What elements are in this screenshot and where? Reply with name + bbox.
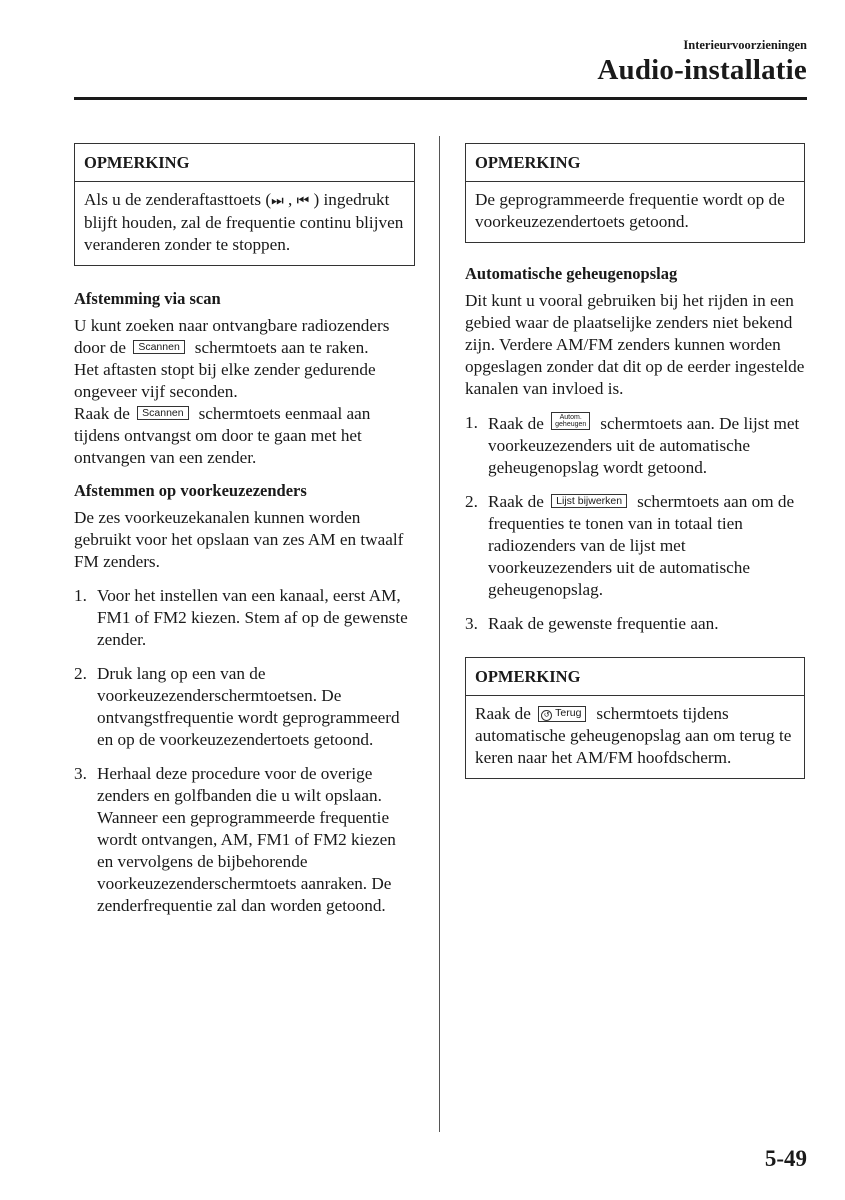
note-body: De geprogrammeerde frequentie wordt op de voorkeuzezendertoets getoond. xyxy=(475,190,785,231)
auto-memory-steps xyxy=(465,412,805,635)
autom-geheugen-key-icon xyxy=(551,412,590,430)
preset-steps xyxy=(74,585,415,917)
preset-intro: De zes voorkeuzekanalen kunnen worden gebruikt voor het opslaan van zes AM en twaalf FM zenders. xyxy=(74,508,404,571)
header-rule xyxy=(74,97,807,100)
note-box-preset xyxy=(465,143,805,243)
note-text: ingedrukt blijft houden, zal de frequentie continu blijven veranderen zonder te stoppen. xyxy=(84,190,404,254)
back-arrow-icon: ↺ xyxy=(541,710,552,721)
scan-text: U kunt zoeken naar ontvangbare radiozenders door de xyxy=(74,316,390,357)
list-item xyxy=(74,585,415,651)
list-item xyxy=(465,491,805,601)
note-box-back xyxy=(465,657,805,779)
auto-memory-heading: Automatische geheugenopslag xyxy=(465,264,678,283)
note-box-seek xyxy=(74,143,415,266)
step-text: Druk lang op een van de voorkeuzezenderschermtoetsen. De ontvangstfrequentie wordt geprogrammeerd en op de voorkeuzezendertoets getoond. xyxy=(97,664,400,749)
list-item xyxy=(74,663,415,751)
scan-paragraph xyxy=(74,403,415,469)
scan-paragraph xyxy=(74,315,415,359)
seek-down-icon: ⏮ xyxy=(296,193,310,209)
step-text: schermtoets aan. De lijst met voorkeuzezenders uit de automatische geheugenopslag wordt getoond. xyxy=(488,414,800,477)
note-text: ) xyxy=(309,190,320,209)
step-text: Herhaal deze procedure voor de overige zenders en golfbanden die u wilt opslaan. Wanneer een geprogrammeerde frequentie wordt ontvangen, AM, FM1 of FM2 kiezen en vervolgens de bijbehorende voorkeuzezenderschermtoets aanraken. De zenderfrequentie zal dan worden getoond. xyxy=(97,764,396,915)
step-number: 3. xyxy=(465,614,478,633)
scan-text: Raak de xyxy=(74,404,130,423)
step-text: Raak de gewenste frequentie aan. xyxy=(488,614,719,633)
list-item xyxy=(465,613,805,635)
step-text: Voor het instellen van een kanaal, eerst AM, FM1 of FM2 kiezen. Stem af op de gewenste zender. xyxy=(97,586,408,649)
section-name: Interieurvoorzieningen xyxy=(683,38,807,52)
list-item xyxy=(465,412,805,479)
step-number: 3. xyxy=(74,764,87,783)
scan-text: schermtoets aan te raken. xyxy=(194,338,369,357)
key-label: Terug xyxy=(555,707,582,719)
right-column xyxy=(465,143,805,779)
auto-memory-intro: Dit kunt u vooral gebruiken bij het rijden in een gebied waar de plaatselijke zenders niet bekend zijn. Verdere AM/FM zenders kunnen worden opgeslagen zonder dat dit op de eerder ingestelde kanalen van invloed is. xyxy=(465,291,805,398)
key-label: geheugen xyxy=(555,421,587,428)
scan-text: schermtoets eenmaal aan tijdens ontvangst om door te gaan met het ontvangen van een zender. xyxy=(74,404,371,467)
note-body xyxy=(75,182,414,265)
note-text: Raak de xyxy=(475,704,531,723)
note-title: OPMERKING xyxy=(466,658,804,696)
step-number: 1. xyxy=(465,413,478,432)
note-body xyxy=(466,696,804,778)
note-text: schermtoets tijdens automatische geheugenopslag aan om terug te keren naar het AM/FM hoofdscherm. xyxy=(475,704,792,767)
column-divider xyxy=(439,136,440,1132)
scannen-key-icon: Scannen xyxy=(133,340,184,354)
step-text: Raak de xyxy=(488,414,544,433)
note-text: Als u de zenderaftasttoets ( xyxy=(84,190,272,209)
step-text: Raak de xyxy=(488,492,544,511)
note-separator: , xyxy=(283,190,297,209)
terug-key-icon xyxy=(538,706,586,722)
note-title: OPMERKING xyxy=(75,144,414,182)
preset-heading: Afstemmen op voorkeuzezenders xyxy=(74,481,307,500)
list-item xyxy=(74,763,415,917)
page-number: 5-49 xyxy=(764,1146,807,1171)
scannen-key-icon: Scannen xyxy=(137,406,188,420)
lijst-bijwerken-key-icon: Lijst bijwerken xyxy=(551,494,627,508)
step-number: 2. xyxy=(74,664,87,683)
scan-paragraph: Het aftasten stopt bij elke zender gedurende ongeveer vijf seconden. xyxy=(74,360,376,401)
key-label: Autom. xyxy=(559,414,582,421)
left-column xyxy=(74,143,415,929)
note-title: OPMERKING xyxy=(466,144,804,182)
step-number: 2. xyxy=(465,492,478,511)
page-title: Audio-installatie xyxy=(597,54,807,86)
scan-heading: Afstemming via scan xyxy=(74,289,221,308)
seek-up-icon: ⏭ xyxy=(271,193,284,209)
step-text: schermtoets aan om de frequenties te tonen van in totaal tien radiozenders van de lijst met voorkeuzezenders uit de automatische geheugenopslag. xyxy=(488,492,795,599)
step-number: 1. xyxy=(74,586,87,605)
